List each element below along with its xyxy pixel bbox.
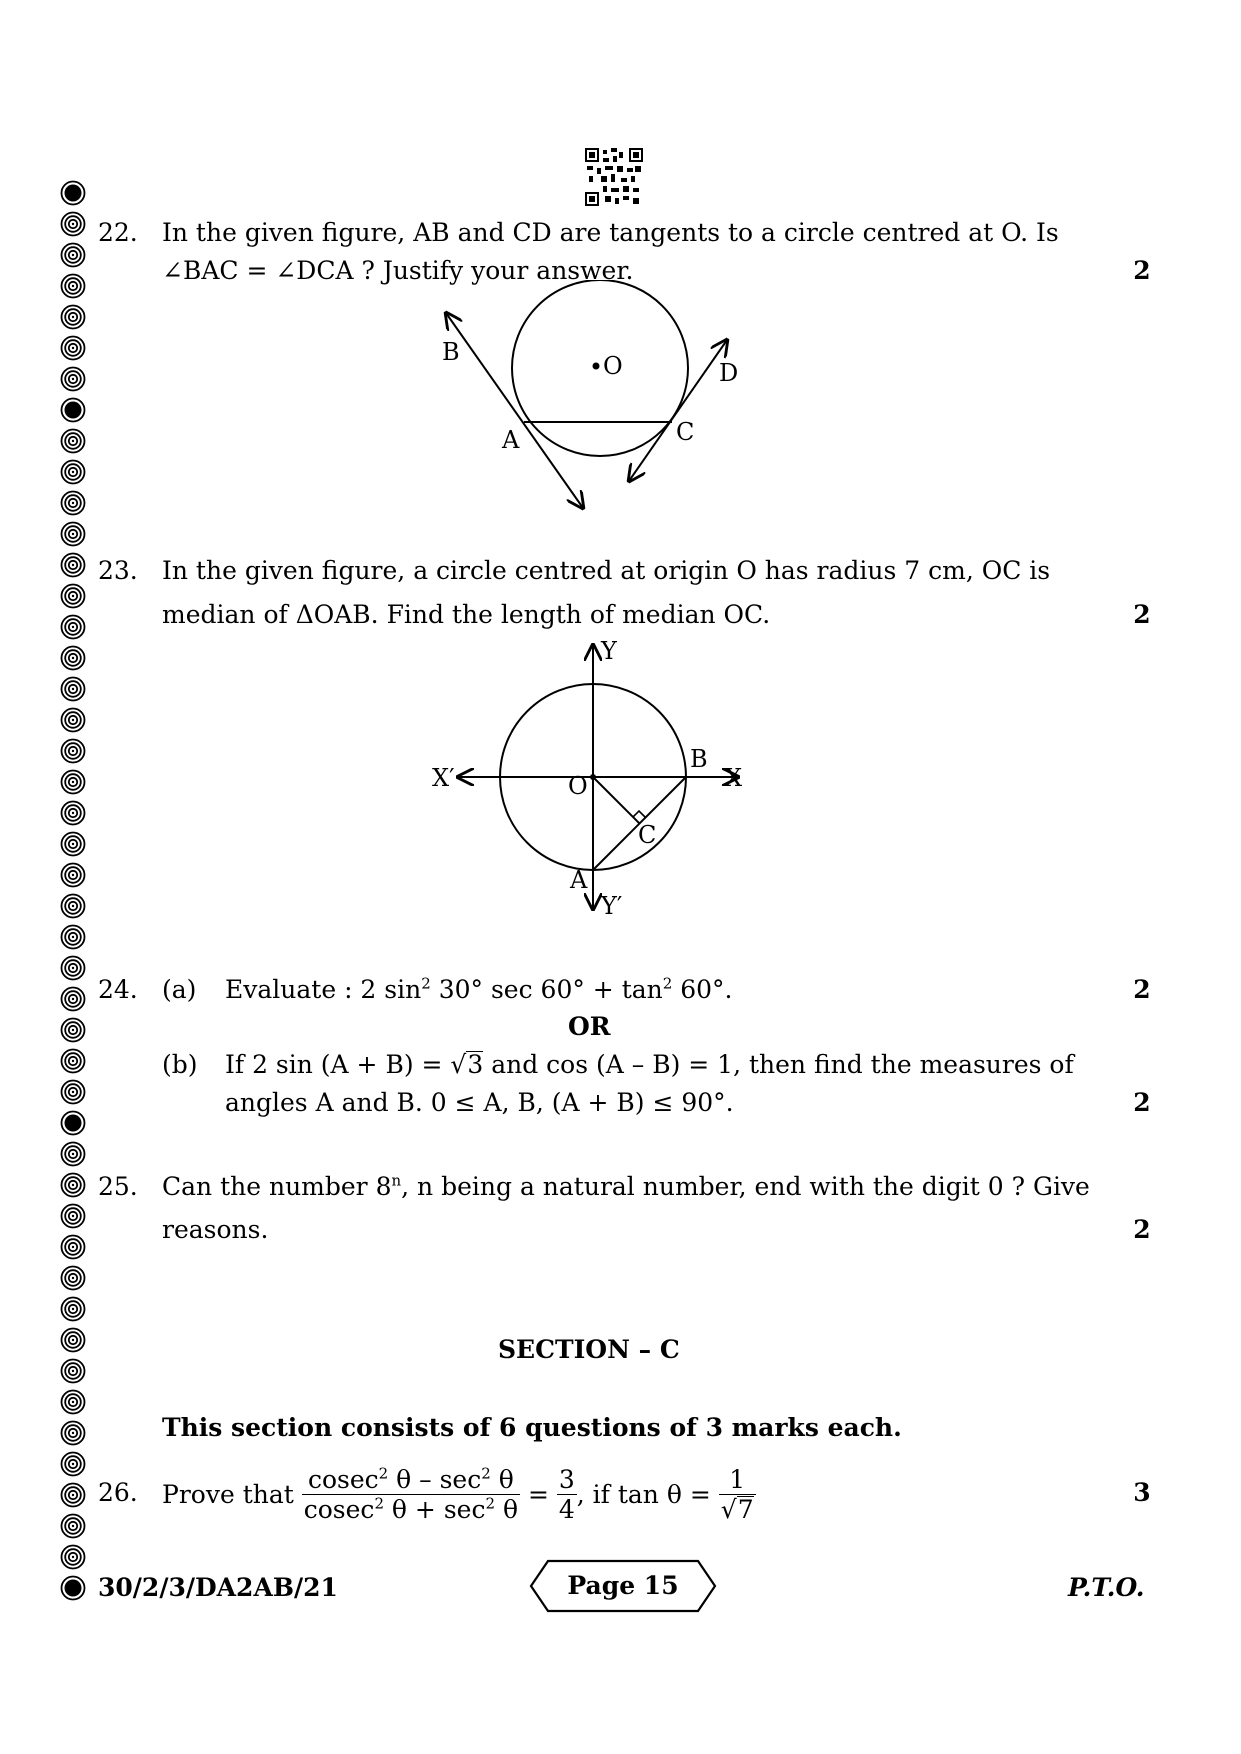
margin-ring-icon: [60, 490, 86, 516]
label-a: A: [502, 426, 520, 454]
label-d: D: [719, 359, 739, 387]
margin-ring-icon: [60, 1358, 86, 1384]
margin-ring-icon: [60, 800, 86, 826]
label-o: O: [568, 772, 588, 800]
margin-ring-icon: [60, 366, 86, 392]
tangent-ab: [446, 313, 583, 508]
question-number-23: 23.: [98, 556, 138, 585]
margin-ring-icon: [60, 552, 86, 578]
qr-code: [585, 148, 643, 206]
margin-ring-icon: [60, 1172, 86, 1198]
question-25-marks: 2: [1133, 1215, 1151, 1244]
question-24-part-b-line1: If 2 sin (A + B) = √3 and cos (A – B) = 1, then find the measures of: [225, 1050, 1074, 1079]
margin-ring-icon: [60, 242, 86, 268]
margin-ring-icon: [60, 583, 86, 609]
margin-ring-icon: [60, 1265, 86, 1291]
margin-ring-icon: [60, 1451, 86, 1477]
question-24-part-a-label: (a): [162, 975, 197, 1004]
margin-ring-icon: [60, 1482, 86, 1508]
margin-ring-icon: [60, 614, 86, 640]
margin-filled-dot-icon: [60, 1110, 86, 1136]
label-y: Y: [601, 637, 617, 665]
or-separator: OR: [568, 1012, 611, 1041]
margin-filled-dot-icon: [60, 397, 86, 423]
margin-ring-icon: [60, 211, 86, 237]
margin-ring-icon: [60, 1389, 86, 1415]
tan-fraction: $\frac{1}{√7}$: [720, 1464, 754, 1524]
question-number-24: 24.: [98, 975, 138, 1004]
question-number-22: 22.: [98, 218, 138, 247]
margin-ring-icon: [60, 335, 86, 361]
question-number-26: 26.: [98, 1478, 138, 1507]
question-23-figure: [420, 635, 760, 925]
question-22-text-line1: In the given figure, AB and CD are tangents to a circle centred at O. Is: [162, 218, 1059, 247]
margin-ring-icon: [60, 273, 86, 299]
label-x-prime: X′: [432, 764, 455, 792]
margin-filled-dot-icon: [60, 1575, 86, 1601]
margin-filled-dot-icon: [60, 180, 86, 206]
margin-ring-icon: [60, 955, 86, 981]
margin-ring-icon: [60, 459, 86, 485]
tangent-cd: [629, 340, 727, 481]
question-24-part-b-label: (b): [162, 1050, 198, 1079]
question-22-marks: 2: [1133, 256, 1151, 285]
margin-ring-icon: [60, 1513, 86, 1539]
label-b: B: [690, 745, 708, 773]
paper-code: 30/2/3/DA2AB/21: [98, 1573, 338, 1602]
label-b: B: [442, 338, 460, 366]
section-title: SECTION – C: [498, 1335, 680, 1364]
page-number: Page 15: [567, 1571, 679, 1600]
question-23-marks: 2: [1133, 600, 1151, 629]
question-26-statement: Prove that $\frac{cosec^2 \theta - \sec^2 \theta}{cosec^2 \theta + \sec^2 \theta}$ = $\frac{3}{4}$ , if tan θ = $\frac{1}{√7}$: [162, 1464, 754, 1524]
centre-point: [593, 363, 600, 370]
page-number-badge: [528, 1558, 718, 1614]
margin-ring-icon: [60, 831, 86, 857]
margin-ring-icon: [60, 986, 86, 1012]
label-c: C: [638, 821, 657, 849]
question-24a-marks: 2: [1133, 975, 1151, 1004]
margin-ring-icon: [60, 862, 86, 888]
right-angle-mark: [633, 811, 645, 817]
origin-point: [590, 774, 596, 780]
lhs-fraction: $\frac{cosec^2 \theta - \sec^2 \theta}{cosec^2 \theta + \sec^2 \theta}$: [303, 1464, 518, 1524]
margin-ring-icon: [60, 1048, 86, 1074]
question-23-text-line1: In the given figure, a circle centred at origin O has radius 7 cm, OC is: [162, 556, 1051, 585]
margin-ring-icon: [60, 1296, 86, 1322]
margin-ring-icon: [60, 304, 86, 330]
question-22-text-line2: ∠BAC = ∠DCA ? Justify your answer.: [162, 256, 634, 285]
question-22-figure: [420, 280, 760, 520]
margin-ring-icon: [60, 521, 86, 547]
margin-ring-icon: [60, 1141, 86, 1167]
question-25-text-line2: reasons.: [162, 1215, 269, 1244]
margin-ring-icon: [60, 1420, 86, 1446]
margin-ring-icon: [60, 769, 86, 795]
question-24-part-b-line2: angles A and B. 0 ≤ A, B, (A + B) ≤ 90°.: [225, 1088, 734, 1117]
label-c: C: [676, 418, 695, 446]
question-26-marks: 3: [1133, 1478, 1151, 1507]
question-25-text-line1: Can the number 8$^n$, n being a natural number, end with the digit 0 ? Give: [162, 1171, 1090, 1201]
margin-ring-icon: [60, 1203, 86, 1229]
question-24b-marks: 2: [1133, 1088, 1151, 1117]
margin-ring-icon: [60, 645, 86, 671]
margin-ring-icon: [60, 428, 86, 454]
label-a: A: [570, 866, 588, 894]
question-number-25: 25.: [98, 1172, 138, 1201]
label-o: O: [603, 352, 623, 380]
margin-ring-icon: [60, 738, 86, 764]
label-x: X: [725, 764, 743, 792]
rhs-fraction: $\frac{3}{4}$: [558, 1464, 575, 1524]
margin-ring-icon: [60, 924, 86, 950]
margin-ring-icon: [60, 1327, 86, 1353]
please-turn-over: P.T.O.: [1068, 1573, 1145, 1602]
margin-ring-icon: [60, 1544, 86, 1570]
label-y-prime: Y′: [601, 892, 623, 920]
margin-security-strip: [60, 180, 92, 1606]
margin-ring-icon: [60, 1017, 86, 1043]
section-instruction: This section consists of 6 questions of 3 marks each.: [162, 1413, 902, 1442]
question-23-text-line2: median of ΔOAB. Find the length of median OC.: [162, 600, 771, 629]
margin-ring-icon: [60, 1234, 86, 1260]
margin-ring-icon: [60, 676, 86, 702]
margin-ring-icon: [60, 893, 86, 919]
median-oc: [593, 777, 639, 823]
question-24-part-a-text: Evaluate : 2 $\sin^2 30^\circ$ $\sec 60^\circ + \tan^2 60^\circ$.: [225, 974, 733, 1004]
margin-ring-icon: [60, 707, 86, 733]
margin-ring-icon: [60, 1079, 86, 1105]
